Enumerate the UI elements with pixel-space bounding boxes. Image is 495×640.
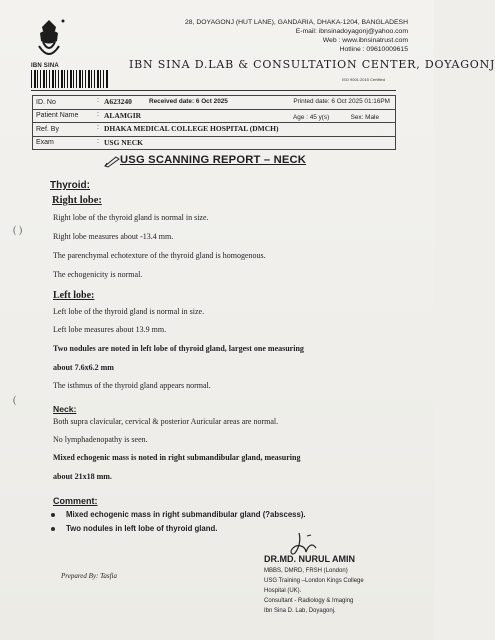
header-address: 28, DOYAGONJ (HUT LANE), GANDARIA, DHAKA-1204, BANGLADESH bbox=[185, 19, 408, 26]
printed-date: Printed date: 6 Oct 2025 01:16PM bbox=[293, 98, 390, 105]
left-lobe-heading: Left lobe: bbox=[53, 290, 95, 301]
left-lobe-bold-line-2: about 7.6x6.2 mm bbox=[53, 363, 114, 372]
id-value: A623240 bbox=[104, 97, 132, 106]
right-lobe-line-2: Right lobe measures about -13.4 mm. bbox=[53, 232, 174, 241]
left-lobe-line-2: Left lobe measures about 13.9 mm. bbox=[53, 325, 167, 334]
right-lobe-line-1: Right lobe of the thyroid gland is normal in size. bbox=[53, 213, 209, 222]
neck-line-1: Both supra clavicular, cervical & posterior Auricular areas are normal. bbox=[53, 417, 279, 426]
doctor-signature bbox=[281, 530, 327, 556]
punch-hole-mark: ( bbox=[13, 395, 17, 406]
left-lobe-line-1: Left lobe of the thyroid gland is normal in size. bbox=[53, 307, 205, 316]
patient-info-table: ID. No : A623240 Received date: 6 Oct 2025 Printed date: 6 Oct 2025 01:16PM Patient Name : ALAMGIR Age : 45 y(s) Sex: Male Ref. By : DHAKA MEDICAL COLLEGE HOSPITAL (DMCH) Exam : USG NECK bbox=[32, 95, 396, 150]
comment-heading: Comment: bbox=[53, 496, 98, 506]
header-email: E-mail: ibnsinadoyagonj@yahoo.com bbox=[295, 28, 408, 35]
report-title: USG SCANNING REPORT – NECK bbox=[120, 154, 307, 166]
patient-age: Age : 45 y(s) bbox=[293, 113, 330, 121]
doctor-qualification-1: MBBS, DMRD, FRSH (London) bbox=[264, 568, 348, 574]
doctor-name: DR.MD. NURUL AMIN bbox=[264, 554, 355, 564]
id-label: ID. No bbox=[33, 96, 98, 110]
doctor-qualification-3: Hospital (UK). bbox=[264, 588, 302, 594]
barcode bbox=[31, 70, 108, 88]
exam-label: Exam bbox=[33, 136, 98, 150]
ref-by-value: DHAKA MEDICAL COLLEGE HOSPITAL (DMCH) bbox=[104, 124, 279, 133]
thyroid-heading: Thyroid: bbox=[50, 180, 90, 191]
doctor-qualification-4: Consultant - Radiology & Imaging bbox=[264, 598, 354, 604]
iso-certification: ISO 9001:2015 Certified bbox=[342, 77, 385, 82]
patient-name-value: ALAMGIR bbox=[104, 110, 142, 120]
patient-name-label: Patient Name bbox=[33, 109, 98, 123]
header-rule bbox=[31, 90, 396, 91]
neck-bold-line-1: Mixed echogenic mass is noted in right submandibular gland, measuring bbox=[53, 453, 301, 462]
comment-item-2: Two nodules in left lobe of thyroid gland. bbox=[66, 525, 217, 533]
bullet-icon bbox=[51, 527, 55, 531]
right-lobe-line-4: The echogenicity is normal. bbox=[53, 270, 143, 279]
doctor-qualification-2: USG Training –London Kings College bbox=[264, 578, 364, 584]
right-lobe-heading: Right lobe: bbox=[52, 195, 102, 206]
lab-name: IBN SINA D.LAB & CONSULTATION CENTER, DOYAGONJ bbox=[129, 58, 495, 71]
doctor-qualification-5: Ibn Sina D. Lab, Doyagonj. bbox=[264, 608, 336, 614]
exam-value: USG NECK bbox=[104, 137, 143, 147]
ref-by-label: Ref. By bbox=[33, 123, 98, 137]
right-lobe-line-3: The parenchymal echotexture of the thyroid gland is homogenous. bbox=[53, 251, 266, 260]
punch-hole-mark: ( ) bbox=[13, 225, 23, 236]
ibn-sina-logo bbox=[33, 18, 65, 60]
neck-line-2: No lymphadenopathy is seen. bbox=[53, 435, 148, 444]
header-web: Web : www.ibnsinatrust.com bbox=[322, 37, 408, 44]
neck-bold-line-2: about 21x18 mm. bbox=[53, 472, 112, 481]
received-date: Received date: 6 Oct 2025 bbox=[149, 98, 228, 105]
left-lobe-bold-line-1: Two nodules are noted in left lobe of thyroid gland, largest one measuring bbox=[53, 344, 304, 353]
header-hotline: Hotline : 09610009615 bbox=[339, 46, 408, 53]
bullet-icon bbox=[51, 513, 55, 517]
prepared-by: Prepared By: Tasfia bbox=[61, 572, 117, 580]
patient-sex: Sex: Male bbox=[350, 113, 379, 121]
neck-heading: Neck: bbox=[53, 404, 77, 414]
isthmus-line: The isthmus of the thyroid gland appears normal. bbox=[53, 381, 211, 390]
logo-text: IBN SINA bbox=[31, 63, 59, 69]
comment-item-1: Mixed echogenic mass in right submandibular gland (?abscess). bbox=[66, 511, 306, 519]
